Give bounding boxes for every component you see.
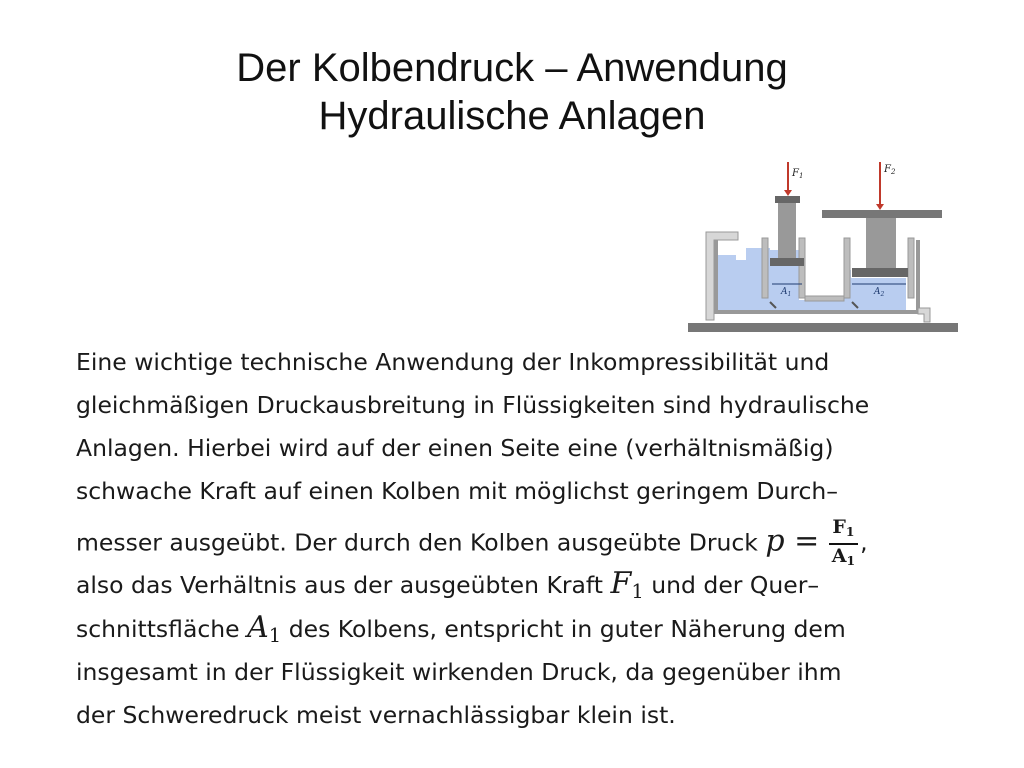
area-label-2: $A_2$: [874, 287, 885, 298]
small-piston-head: [770, 258, 804, 266]
title-line-1: Der Kolbendruck – Anwendung: [236, 46, 788, 90]
text-line-7: [76, 608, 846, 648]
formula-p-equals: p =: [765, 523, 820, 559]
formula-denominator: $A_1$: [831, 545, 856, 569]
force-label-1: $F_1$: [792, 168, 804, 180]
text-line-9: der Schweredruck meist vernachlässigbar klein ist.: [76, 701, 676, 729]
symbol-a1: $A_1$: [247, 610, 282, 647]
text-line-5-prefix: messer ausgeübt. Der durch den Kolben ausgeübte Druck: [76, 528, 758, 557]
force-arrow-2-head: [876, 204, 884, 210]
formula-numerator: $F_1$: [829, 516, 858, 545]
force-arrow-1-head: [784, 190, 792, 196]
title-line-2: Hydraulische Anlagen: [318, 94, 706, 138]
drain-pipe: [918, 308, 930, 322]
small-piston-rod: [778, 202, 796, 260]
base-plate: [688, 323, 958, 332]
text-line-7-prefix: schnittsfläche: [76, 615, 240, 643]
text-line-6: [76, 564, 819, 604]
large-piston-head: [852, 268, 908, 277]
force-label-2: $F_2$: [884, 164, 896, 176]
large-cylinder-left-wall: [844, 238, 850, 298]
text-line-5-suffix: ,: [860, 528, 868, 557]
small-piston-cap: [775, 196, 800, 203]
small-cylinder-right-wall: [799, 238, 805, 298]
text-line-5: [76, 516, 868, 569]
connecting-channel: [805, 296, 844, 301]
text-line-7-suffix: des Kolbens, entspricht in guter Näherung dem: [288, 615, 846, 643]
symbol-f1: $F_1$: [610, 566, 644, 603]
text-line-8: insgesamt in der Flüssigkeit wirkenden Druck, da gegenüber ihm: [76, 658, 842, 686]
text-line-6-suffix: und der Quer–: [651, 571, 820, 599]
slide-title: [0, 44, 1024, 140]
large-cylinder-right-wall: [908, 238, 914, 298]
text-line-2: gleichmäßigen Druckausbreitung in Flüssigkeiten sind hydraulische: [76, 391, 870, 419]
large-piston-rod: [866, 218, 896, 268]
text-line-6-prefix: also das Verhältnis aus der ausgeübten Kraft: [76, 571, 604, 599]
hydraulic-press-diagram: [686, 160, 962, 336]
formula-fraction: [829, 516, 858, 572]
area-label-1: $A_1$: [781, 287, 792, 298]
large-piston-plate: [822, 210, 942, 218]
text-line-4: schwache Kraft auf einen Kolben mit möglichst geringem Durch–: [76, 477, 839, 505]
small-cylinder-left-wall: [762, 238, 768, 298]
text-line-3: Anlagen. Hierbei wird auf der einen Seite eine (verhältnismäßig): [76, 434, 834, 462]
text-line-1: Eine wichtige technische Anwendung der Inkompressibilität und: [76, 348, 830, 376]
